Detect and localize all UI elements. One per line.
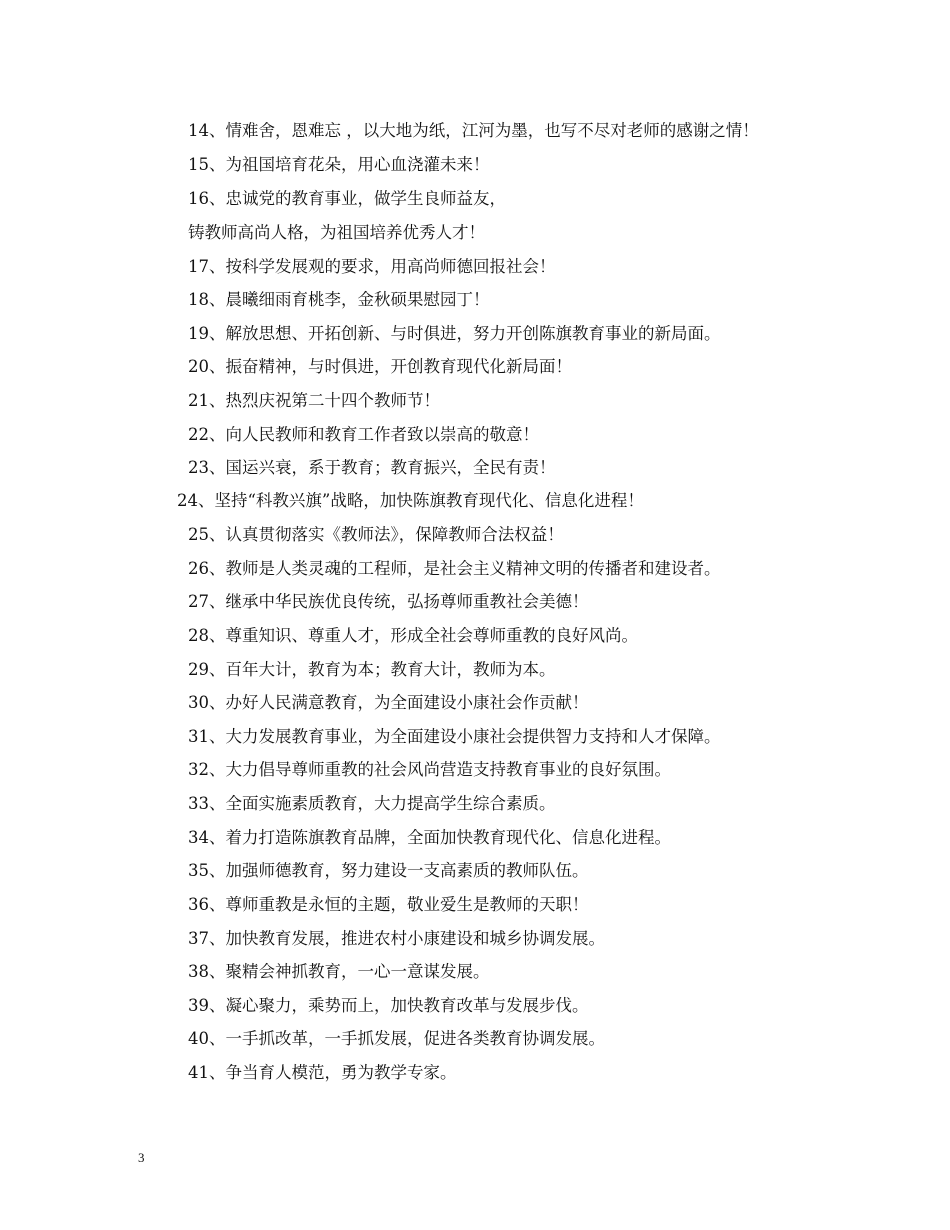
slogan-line: 20、振奋精神，与时俱进，开创教育现代化新局面！ xyxy=(188,357,572,376)
slogan-line: 31、大力发展教育事业，为全面建设小康社会提供智力支持和人才保障。 xyxy=(188,727,721,746)
slogan-line: 41、争当育人模范，勇为教学专家。 xyxy=(188,1063,457,1082)
slogan-line: 30、办好人民满意教育，为全面建设小康社会作贡献！ xyxy=(188,693,589,712)
slogan-line: 35、加强师德教育，努力建设一支高素质的教师队伍。 xyxy=(188,861,589,880)
slogan-line: 铸教师高尚人格，为祖国培养优秀人才！ xyxy=(188,223,485,242)
slogan-line: 17、按科学发展观的要求，用高尚师德回报社会！ xyxy=(188,257,556,276)
slogan-line: 16、忠诚党的教育事业，做学生良师益友， xyxy=(188,189,506,208)
slogan-line: 18、晨曦细雨育桃李，金秋硕果慰园丁！ xyxy=(188,290,490,309)
slogan-line: 33、全面实施素质教育，大力提高学生综合素质。 xyxy=(188,794,556,813)
slogan-line: 14、情难舍，恩难忘 ，以大地为纸，江河为墨，也写不尽对老师的感谢之情！ xyxy=(188,121,759,140)
slogan-line: 27、继承中华民族优良传统，弘扬尊师重教社会美德！ xyxy=(188,592,589,611)
slogan-line: 28、尊重知识、尊重人才，形成全社会尊师重教的良好风尚。 xyxy=(188,626,638,645)
slogan-line: 15、为祖国培育花朵，用心血浇灌未来！ xyxy=(188,155,490,174)
page-number: 3 xyxy=(138,1150,145,1165)
slogan-line: 23、国运兴衰，系于教育；教育振兴，全民有责！ xyxy=(188,458,556,477)
slogan-line: 37、加快教育发展，推进农村小康建设和城乡协调发展。 xyxy=(188,929,605,948)
slogan-line: 32、大力倡导尊师重教的社会风尚营造支持教育事业的良好氛围。 xyxy=(188,760,671,779)
slogan-line: 36、尊师重教是永恒的主题，敬业爱生是教师的天职！ xyxy=(188,895,589,914)
slogan-line: 22、向人民教师和教育工作者致以崇高的敬意！ xyxy=(188,425,539,444)
slogan-line: 24、坚持“科教兴旗”战略，加快陈旗教育现代化、信息化进程！ xyxy=(177,491,644,510)
slogan-line: 34、着力打造陈旗教育品牌，全面加快教育现代化、信息化进程。 xyxy=(188,828,671,847)
slogan-line: 40、一手抓改革，一手抓发展，促进各类教育协调发展。 xyxy=(188,1029,605,1048)
slogan-line: 29、百年大计，教育为本；教育大计，教师为本。 xyxy=(188,660,556,679)
slogan-line: 19、解放思想、开拓创新、与时俱进，努力开创陈旗教育事业的新局面。 xyxy=(188,324,721,343)
slogan-line: 26、教师是人类灵魂的工程师，是社会主义精神文明的传播者和建设者。 xyxy=(188,559,721,578)
slogan-line: 21、热烈庆祝第二十四个教师节！ xyxy=(188,391,440,410)
slogan-line: 25、认真贯彻落实《教师法》，保障教师合法权益！ xyxy=(188,525,564,544)
slogan-line: 38、聚精会神抓教育，一心一意谋发展。 xyxy=(188,962,490,981)
slogan-line: 39、凝心聚力，乘势而上，加快教育改革与发展步伐。 xyxy=(188,996,589,1015)
